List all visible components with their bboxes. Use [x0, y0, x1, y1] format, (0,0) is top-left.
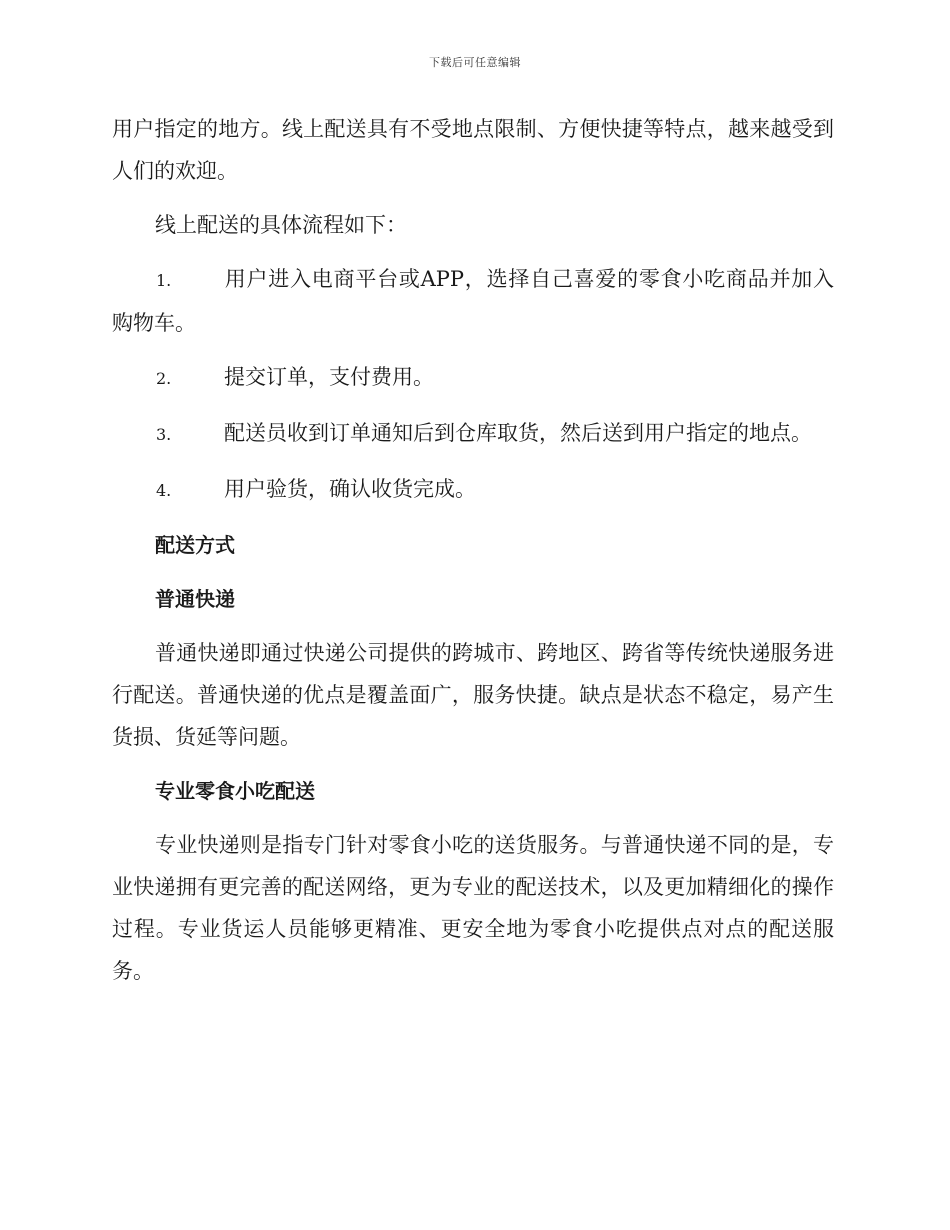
list-item-2 — [112, 356, 834, 400]
list-item-1 — [112, 258, 834, 344]
list-number-4: 4. — [156, 481, 172, 500]
list-text-2: 提交订单，支付费用。 — [224, 365, 434, 389]
document-body — [112, 108, 834, 992]
intro-paragraph: 用户指定的地方。线上配送具有不受地点限制、方便快捷等特点，越来越受到人们的欢迎。 — [112, 117, 834, 183]
page-header: 下载后可任意编辑 — [429, 56, 521, 69]
list-number-3: 3. — [156, 425, 172, 444]
snack-delivery-heading: 专业零食小吃配送 — [155, 779, 315, 803]
process-intro-paragraph: 线上配送的具体流程如下： — [155, 213, 407, 237]
list-item-4 — [112, 468, 834, 512]
list-number-1: 1. — [156, 271, 172, 290]
list-text-1: 用户进入电商平台或APP，选择自己喜爱的零食小吃商品并加入购物车。 — [112, 267, 834, 335]
list-text-4: 用户验货，确认收货完成。 — [224, 477, 476, 501]
delivery-methods-heading: 配送方式 — [155, 533, 235, 557]
list-number-2: 2. — [156, 369, 172, 388]
list-text-3: 配送员收到订单通知后到仓库取货，然后送到用户指定的地点。 — [224, 421, 812, 445]
snack-delivery-paragraph: 专业快递则是指专门针对零食小吃的送货服务。与普通快递不同的是，专业快递拥有更完善的配送网络，更为专业的配送技术，以及更加精细化的操作过程。专业货运人员能够更精准、更安全地为零食小吃提供点对点的配送服务。 — [112, 833, 834, 983]
express-paragraph: 普通快递即通过快递公司提供的跨城市、跨地区、跨省等传统快递服务进行配送。普通快递的优点是覆盖面广，服务快捷。缺点是状态不稳定，易产生货损、货延等问题。 — [112, 641, 834, 749]
express-heading: 普通快递 — [155, 587, 235, 611]
list-item-3 — [112, 412, 834, 456]
